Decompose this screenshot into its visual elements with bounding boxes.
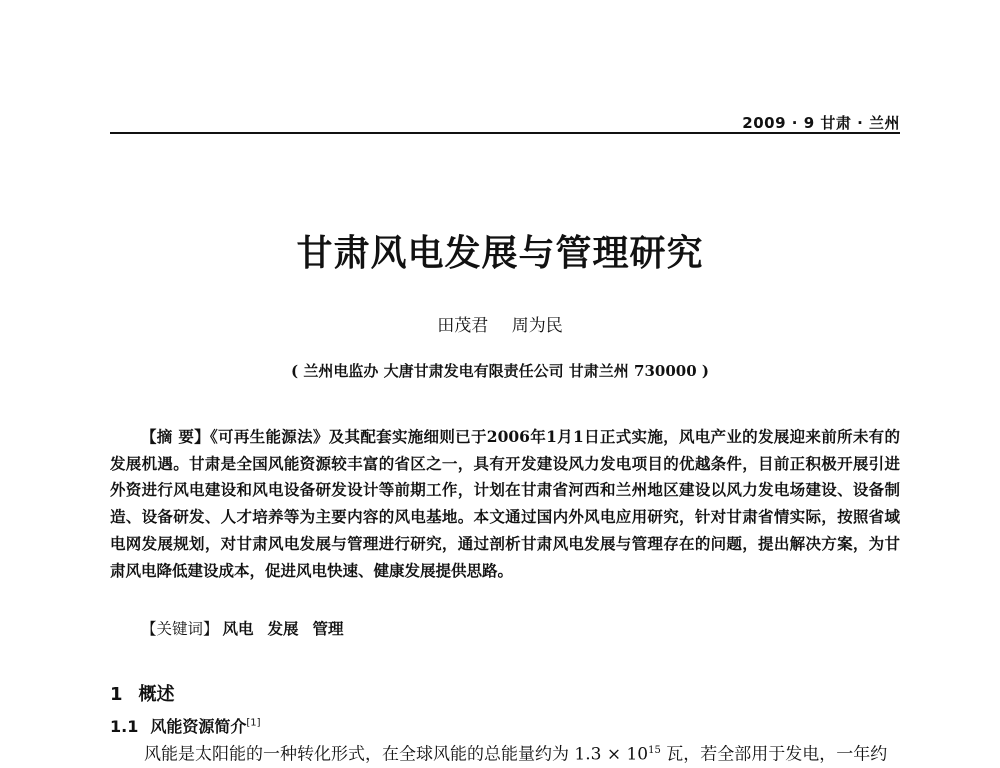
keyword: 管理 [312,619,344,638]
abstract-label: 【摘 要】 [141,427,210,446]
body-text: 风能是太阳能的一种转化形式，在全球风能的总能量约为 1.3 × 10 [144,744,649,765]
subsection-heading [110,714,261,737]
body-paragraph [110,738,900,768]
keyword: 风电 [222,619,254,638]
affiliation: ( 兰州电监办 大唐甘肃发电有限责任公司 甘肃兰州 730000 ) [291,362,709,380]
section-title: 概述 [138,684,175,705]
exponent: 15 [648,745,661,756]
author-name: 周为民 [511,316,563,336]
citation-ref: [1] [246,717,261,729]
body-text: 瓦，若全部用于发电，一年约 [660,744,888,765]
running-header: 2009 · 9 甘肃 · 兰州 [742,114,900,132]
author-name: 田茂君 [437,316,489,336]
subsection-number: 1.1 [110,717,139,736]
keywords-line [110,617,900,641]
section-number: 1 [110,684,123,705]
paper-title: 甘肃风电发展与管理研究 [296,232,704,274]
subsection-title: 风能资源简介 [150,717,247,736]
keywords-label: 【关键词】 [141,620,219,638]
section-heading [110,680,175,706]
author-list [0,311,1000,336]
abstract-paragraph [110,424,900,584]
keyword: 发展 [267,619,299,638]
header-rule [110,132,900,134]
abstract-text: 《可再生能源法》及其配套实施细则已于2006年1月1日正式实施，风电产业的发展迎来前所未有的发展机遇。甘肃是全国风能资源较丰富的省区之一，具有开发建设风力发电项目的优越条件，目前正积极开展引进外资进行风电建设和风电设备研发设计等前期工作，计划在甘肃省河西和兰州地区建设以风力发电场建设、设备制造、设备研发、人才培养等为主要内容的风电基地。本文通过国内外风电应用研究，针对甘肃省情实际，按照省域电网发展规划，对甘肃风电发展与管理进行研究，通过剖析甘肃风电发展与管理存在的问题，提出解决方案，为甘肃风电降低建设成本，促进风电快速、健康发展提供思路。 [110,427,900,580]
